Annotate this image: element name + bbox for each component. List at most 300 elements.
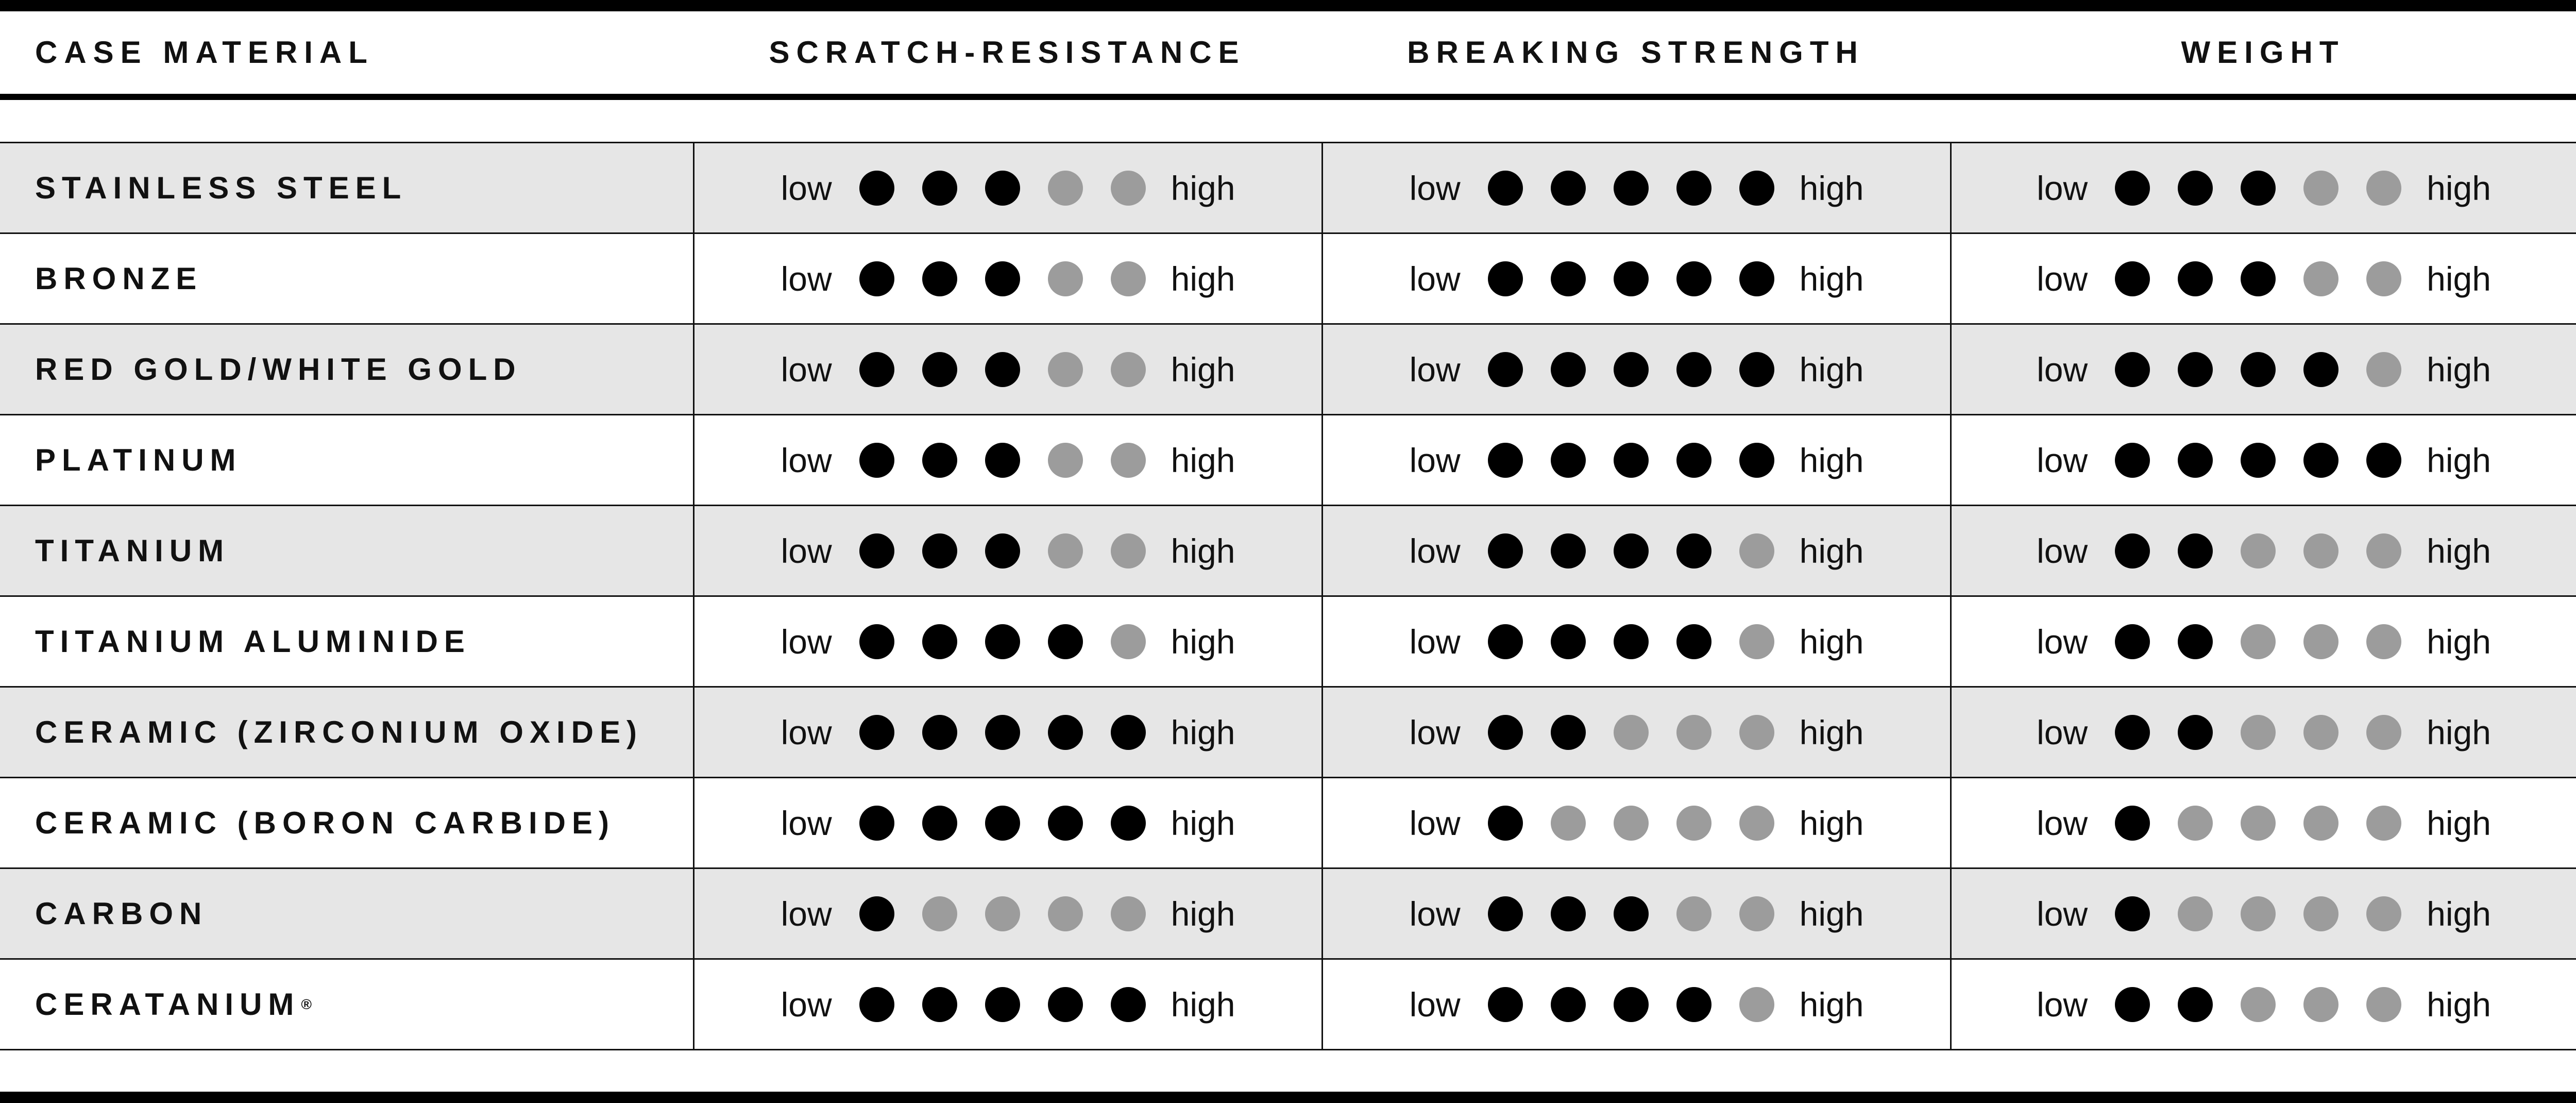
filled-dot xyxy=(1488,715,1523,750)
scale-high-label: high xyxy=(1799,259,1864,298)
scratch-resistance-rating xyxy=(781,350,1235,389)
breaking-strength-rating xyxy=(1410,169,1864,208)
scratch-resistance-rating xyxy=(781,894,1235,933)
weight-rating xyxy=(2037,804,2491,843)
scale-low-label: low xyxy=(2037,894,2088,933)
material-name-text: BRONZE xyxy=(35,261,203,296)
filled-dot xyxy=(1111,987,1146,1022)
filled-dot xyxy=(1488,261,1523,296)
filled-dot xyxy=(985,806,1020,841)
scratch-resistance-rating xyxy=(781,622,1235,661)
weight-rating xyxy=(2037,531,2491,571)
breaking-strength-cell xyxy=(1321,869,1950,958)
filled-dot xyxy=(859,352,894,387)
empty-dot xyxy=(1739,624,1774,659)
empty-dot xyxy=(2241,715,2276,750)
breaking-strength-rating xyxy=(1410,622,1864,661)
scratch-resistance-rating xyxy=(781,985,1235,1024)
scale-high-label: high xyxy=(1799,985,1864,1024)
material-name xyxy=(35,234,202,323)
filled-dot xyxy=(922,443,957,478)
weight-cell xyxy=(1950,415,2576,505)
breaking-strength-rating xyxy=(1410,259,1864,298)
filled-dot xyxy=(1488,352,1523,387)
scale-low-label: low xyxy=(2037,169,2088,207)
filled-dot xyxy=(859,443,894,478)
filled-dot xyxy=(1111,806,1146,841)
empty-dot xyxy=(1111,443,1146,478)
empty-dot xyxy=(1739,896,1774,931)
filled-dot xyxy=(922,171,957,206)
scale-high-label: high xyxy=(1171,622,1235,661)
breaking-strength-cell xyxy=(1321,778,1950,867)
header-weight: WEIGHT xyxy=(2181,35,2345,70)
scratch-resistance-cell xyxy=(693,688,1321,777)
filled-dot xyxy=(985,443,1020,478)
weight-rating xyxy=(2037,713,2491,752)
scale-high-label: high xyxy=(1171,531,1235,570)
empty-dot xyxy=(1048,352,1083,387)
material-name xyxy=(35,325,522,414)
filled-dot xyxy=(922,715,957,750)
filled-dot xyxy=(2115,443,2150,478)
filled-dot xyxy=(859,896,894,931)
breaking-strength-rating xyxy=(1410,804,1864,843)
scale-low-label: low xyxy=(1409,441,1461,479)
filled-dot xyxy=(2178,715,2213,750)
material-cell xyxy=(0,869,693,958)
material-cell xyxy=(0,415,693,505)
filled-dot xyxy=(922,533,957,569)
breaking-strength-rating xyxy=(1410,531,1864,571)
empty-dot xyxy=(2366,533,2401,569)
scratch-resistance-cell xyxy=(693,869,1321,958)
filled-dot xyxy=(2115,896,2150,931)
empty-dot xyxy=(1676,715,1711,750)
filled-dot xyxy=(1048,987,1083,1022)
empty-dot xyxy=(2366,987,2401,1022)
empty-dot xyxy=(1048,896,1083,931)
scratch-resistance-cell xyxy=(693,415,1321,505)
filled-dot xyxy=(2115,171,2150,206)
weight-cell xyxy=(1950,234,2576,323)
filled-dot xyxy=(1614,624,1649,659)
weight-rating xyxy=(2037,894,2491,933)
filled-dot xyxy=(2241,171,2276,206)
material-name xyxy=(35,960,312,1049)
scale-high-label: high xyxy=(2427,713,2491,751)
filled-dot xyxy=(985,624,1020,659)
material-name xyxy=(35,597,471,686)
scale-high-label: high xyxy=(2427,804,2491,842)
scale-low-label: low xyxy=(781,259,832,298)
empty-dot xyxy=(2303,624,2338,659)
material-cell xyxy=(0,506,693,595)
header-rule xyxy=(0,94,2576,100)
material-name xyxy=(35,143,407,232)
material-name-text: CERAMIC (BORON CARBIDE) xyxy=(35,806,615,840)
scale-high-label: high xyxy=(1171,985,1235,1024)
breaking-strength-rating xyxy=(1410,985,1864,1024)
filled-dot xyxy=(1676,533,1711,569)
filled-dot xyxy=(2178,624,2213,659)
scale-low-label: low xyxy=(1409,713,1461,751)
filled-dot xyxy=(1111,715,1146,750)
scale-low-label: low xyxy=(781,169,832,207)
scale-low-label: low xyxy=(2037,985,2088,1024)
empty-dot xyxy=(2241,533,2276,569)
scale-low-label: low xyxy=(2037,531,2088,570)
filled-dot xyxy=(1488,443,1523,478)
filled-dot xyxy=(2115,261,2150,296)
table-row xyxy=(0,688,2576,778)
filled-dot xyxy=(1739,352,1774,387)
material-name-text: RED GOLD/WHITE GOLD xyxy=(35,352,522,387)
material-comparison-table xyxy=(0,142,2576,1050)
material-name xyxy=(35,506,230,595)
scale-high-label: high xyxy=(1171,894,1235,933)
table-row xyxy=(0,506,2576,597)
scale-low-label: low xyxy=(2037,804,2088,842)
filled-dot xyxy=(2366,443,2401,478)
scale-low-label: low xyxy=(1409,350,1461,389)
scale-high-label: high xyxy=(1171,804,1235,842)
filled-dot xyxy=(859,624,894,659)
material-name-text: CERATANIUM xyxy=(35,987,300,1022)
empty-dot xyxy=(2303,533,2338,569)
scale-low-label: low xyxy=(781,713,832,751)
material-name-text: CARBON xyxy=(35,896,208,931)
header-scratch-resistance: SCRATCH-RESISTANCE xyxy=(769,35,1246,70)
empty-dot xyxy=(2303,171,2338,206)
empty-dot xyxy=(2366,896,2401,931)
empty-dot xyxy=(2241,806,2276,841)
scale-low-label: low xyxy=(781,985,832,1024)
empty-dot xyxy=(1048,443,1083,478)
weight-rating xyxy=(2037,622,2491,661)
empty-dot xyxy=(1111,171,1146,206)
filled-dot xyxy=(2115,806,2150,841)
filled-dot xyxy=(2178,443,2213,478)
scratch-resistance-rating xyxy=(781,259,1235,298)
scratch-resistance-rating xyxy=(781,713,1235,752)
empty-dot xyxy=(2366,352,2401,387)
empty-dot xyxy=(1676,806,1711,841)
filled-dot xyxy=(2241,443,2276,478)
filled-dot xyxy=(985,987,1020,1022)
scale-high-label: high xyxy=(1171,713,1235,751)
empty-dot xyxy=(2241,624,2276,659)
empty-dot xyxy=(1739,987,1774,1022)
filled-dot xyxy=(1488,987,1523,1022)
material-cell xyxy=(0,688,693,777)
table-row xyxy=(0,778,2576,869)
breaking-strength-rating xyxy=(1410,441,1864,480)
scale-high-label: high xyxy=(2427,350,2491,389)
scale-low-label: low xyxy=(2037,441,2088,479)
breaking-strength-cell xyxy=(1321,234,1950,323)
filled-dot xyxy=(1614,261,1649,296)
scale-high-label: high xyxy=(1171,169,1235,207)
scale-high-label: high xyxy=(1799,169,1864,207)
material-name-text: PLATINUM xyxy=(35,443,242,477)
filled-dot xyxy=(1676,443,1711,478)
filled-dot xyxy=(922,806,957,841)
filled-dot xyxy=(1488,896,1523,931)
filled-dot xyxy=(1614,533,1649,569)
header-case-material: CASE MATERIAL xyxy=(35,35,374,70)
scale-high-label: high xyxy=(1799,622,1864,661)
filled-dot xyxy=(1676,987,1711,1022)
filled-dot xyxy=(2115,533,2150,569)
scale-low-label: low xyxy=(1409,804,1461,842)
empty-dot xyxy=(1111,261,1146,296)
weight-cell xyxy=(1950,506,2576,595)
scratch-resistance-cell xyxy=(693,234,1321,323)
empty-dot xyxy=(1111,352,1146,387)
weight-rating xyxy=(2037,169,2491,208)
empty-dot xyxy=(1111,896,1146,931)
scratch-resistance-cell xyxy=(693,778,1321,867)
filled-dot xyxy=(985,171,1020,206)
filled-dot xyxy=(922,261,957,296)
filled-dot xyxy=(859,806,894,841)
top-rule xyxy=(0,0,2576,11)
filled-dot xyxy=(1676,261,1711,296)
scratch-resistance-cell xyxy=(693,597,1321,686)
table-header xyxy=(0,11,2576,94)
scale-low-label: low xyxy=(1409,259,1461,298)
filled-dot xyxy=(2241,261,2276,296)
filled-dot xyxy=(922,624,957,659)
filled-dot xyxy=(1488,806,1523,841)
scale-high-label: high xyxy=(1799,894,1864,933)
scratch-resistance-rating xyxy=(781,804,1235,843)
breaking-strength-cell xyxy=(1321,960,1950,1049)
filled-dot xyxy=(2178,987,2213,1022)
table-row xyxy=(0,234,2576,325)
scale-high-label: high xyxy=(2427,259,2491,298)
filled-dot xyxy=(2241,352,2276,387)
filled-dot xyxy=(2303,352,2338,387)
filled-dot xyxy=(859,171,894,206)
weight-rating xyxy=(2037,259,2491,298)
scale-high-label: high xyxy=(1799,804,1864,842)
material-name xyxy=(35,688,643,777)
empty-dot xyxy=(2303,896,2338,931)
empty-dot xyxy=(2366,261,2401,296)
scale-low-label: low xyxy=(1409,169,1461,207)
scale-high-label: high xyxy=(2427,894,2491,933)
filled-dot xyxy=(985,261,1020,296)
breaking-strength-cell xyxy=(1321,688,1950,777)
scale-high-label: high xyxy=(2427,531,2491,570)
material-name-text: TITANIUM ALUMINIDE xyxy=(35,624,471,659)
table-row xyxy=(0,597,2576,688)
scale-low-label: low xyxy=(781,622,832,661)
breaking-strength-cell xyxy=(1321,325,1950,414)
filled-dot xyxy=(1676,624,1711,659)
breaking-strength-cell xyxy=(1321,597,1950,686)
empty-dot xyxy=(1739,533,1774,569)
empty-dot xyxy=(922,896,957,931)
material-name-text: CERAMIC (ZIRCONIUM OXIDE) xyxy=(35,715,643,749)
header-breaking-strength: BREAKING STRENGTH xyxy=(1407,35,1865,70)
bottom-rule xyxy=(0,1092,2576,1103)
breaking-strength-cell xyxy=(1321,506,1950,595)
breaking-strength-cell xyxy=(1321,415,1950,505)
scale-high-label: high xyxy=(2427,622,2491,661)
filled-dot xyxy=(1551,533,1586,569)
table-row xyxy=(0,869,2576,960)
weight-rating xyxy=(2037,350,2491,389)
scale-high-label: high xyxy=(1799,531,1864,570)
scale-low-label: low xyxy=(1409,985,1461,1024)
empty-dot xyxy=(1739,806,1774,841)
empty-dot xyxy=(2241,896,2276,931)
scratch-resistance-cell xyxy=(693,506,1321,595)
empty-dot xyxy=(2303,806,2338,841)
filled-dot xyxy=(1551,896,1586,931)
empty-dot xyxy=(2178,806,2213,841)
empty-dot xyxy=(1551,806,1586,841)
filled-dot xyxy=(2178,261,2213,296)
breaking-strength-rating xyxy=(1410,350,1864,389)
filled-dot xyxy=(2115,715,2150,750)
empty-dot xyxy=(2303,261,2338,296)
filled-dot xyxy=(859,715,894,750)
material-cell xyxy=(0,778,693,867)
scratch-resistance-cell xyxy=(693,960,1321,1049)
scale-low-label: low xyxy=(2037,350,2088,389)
empty-dot xyxy=(1739,715,1774,750)
weight-cell xyxy=(1950,778,2576,867)
filled-dot xyxy=(985,352,1020,387)
weight-cell xyxy=(1950,143,2576,232)
material-name-text: STAINLESS STEEL xyxy=(35,171,408,205)
scale-high-label: high xyxy=(1171,259,1235,298)
weight-cell xyxy=(1950,597,2576,686)
empty-dot xyxy=(2366,715,2401,750)
scale-low-label: low xyxy=(781,531,832,570)
empty-dot xyxy=(1614,806,1649,841)
filled-dot xyxy=(2303,443,2338,478)
scale-high-label: high xyxy=(1171,441,1235,479)
empty-dot xyxy=(2303,715,2338,750)
filled-dot xyxy=(859,987,894,1022)
scale-low-label: low xyxy=(1409,894,1461,933)
filled-dot xyxy=(1676,352,1711,387)
scale-high-label: high xyxy=(2427,441,2491,479)
scale-high-label: high xyxy=(2427,985,2491,1024)
filled-dot xyxy=(985,715,1020,750)
filled-dot xyxy=(1614,352,1649,387)
table-row xyxy=(0,415,2576,506)
filled-dot xyxy=(859,533,894,569)
filled-dot xyxy=(985,533,1020,569)
filled-dot xyxy=(1614,171,1649,206)
empty-dot xyxy=(1111,624,1146,659)
filled-dot xyxy=(1048,806,1083,841)
scale-low-label: low xyxy=(781,350,832,389)
empty-dot xyxy=(1614,715,1649,750)
filled-dot xyxy=(922,987,957,1022)
material-name-text: TITANIUM xyxy=(35,533,230,568)
weight-rating xyxy=(2037,441,2491,480)
scale-low-label: low xyxy=(781,894,832,933)
empty-dot xyxy=(1676,896,1711,931)
empty-dot xyxy=(1048,171,1083,206)
filled-dot xyxy=(1551,987,1586,1022)
scale-high-label: high xyxy=(2427,169,2491,207)
empty-dot xyxy=(1048,261,1083,296)
material-cell xyxy=(0,597,693,686)
table-row xyxy=(0,325,2576,415)
scale-low-label: low xyxy=(2037,259,2088,298)
filled-dot xyxy=(1551,715,1586,750)
filled-dot xyxy=(859,261,894,296)
scale-low-label: low xyxy=(781,804,832,842)
filled-dot xyxy=(1551,352,1586,387)
filled-dot xyxy=(1551,624,1586,659)
filled-dot xyxy=(1739,171,1774,206)
empty-dot xyxy=(2241,987,2276,1022)
filled-dot xyxy=(1488,533,1523,569)
scale-low-label: low xyxy=(1409,531,1461,570)
filled-dot xyxy=(1614,443,1649,478)
filled-dot xyxy=(1551,171,1586,206)
filled-dot xyxy=(1551,261,1586,296)
filled-dot xyxy=(1614,987,1649,1022)
filled-dot xyxy=(1488,171,1523,206)
weight-cell xyxy=(1950,869,2576,958)
empty-dot xyxy=(1048,533,1083,569)
scale-low-label: low xyxy=(2037,622,2088,661)
registered-mark: ® xyxy=(301,996,312,1012)
scratch-resistance-rating xyxy=(781,169,1235,208)
scale-high-label: high xyxy=(1799,350,1864,389)
scratch-resistance-cell xyxy=(693,143,1321,232)
filled-dot xyxy=(2178,171,2213,206)
scale-low-label: low xyxy=(781,441,832,479)
scale-low-label: low xyxy=(1409,622,1461,661)
material-name xyxy=(35,869,208,958)
material-cell xyxy=(0,960,693,1049)
filled-dot xyxy=(2115,352,2150,387)
filled-dot xyxy=(1739,261,1774,296)
filled-dot xyxy=(922,352,957,387)
filled-dot xyxy=(2115,624,2150,659)
empty-dot xyxy=(2366,624,2401,659)
scratch-resistance-rating xyxy=(781,441,1235,480)
filled-dot xyxy=(1739,443,1774,478)
scale-high-label: high xyxy=(1171,350,1235,389)
filled-dot xyxy=(2178,352,2213,387)
table-row xyxy=(0,143,2576,234)
table-row xyxy=(0,960,2576,1050)
filled-dot xyxy=(2115,987,2150,1022)
material-cell xyxy=(0,234,693,323)
breaking-strength-rating xyxy=(1410,713,1864,752)
filled-dot xyxy=(2178,533,2213,569)
material-name xyxy=(35,415,242,505)
filled-dot xyxy=(1048,715,1083,750)
filled-dot xyxy=(1614,896,1649,931)
weight-cell xyxy=(1950,688,2576,777)
empty-dot xyxy=(2178,896,2213,931)
material-name xyxy=(35,778,615,867)
breaking-strength-cell xyxy=(1321,143,1950,232)
